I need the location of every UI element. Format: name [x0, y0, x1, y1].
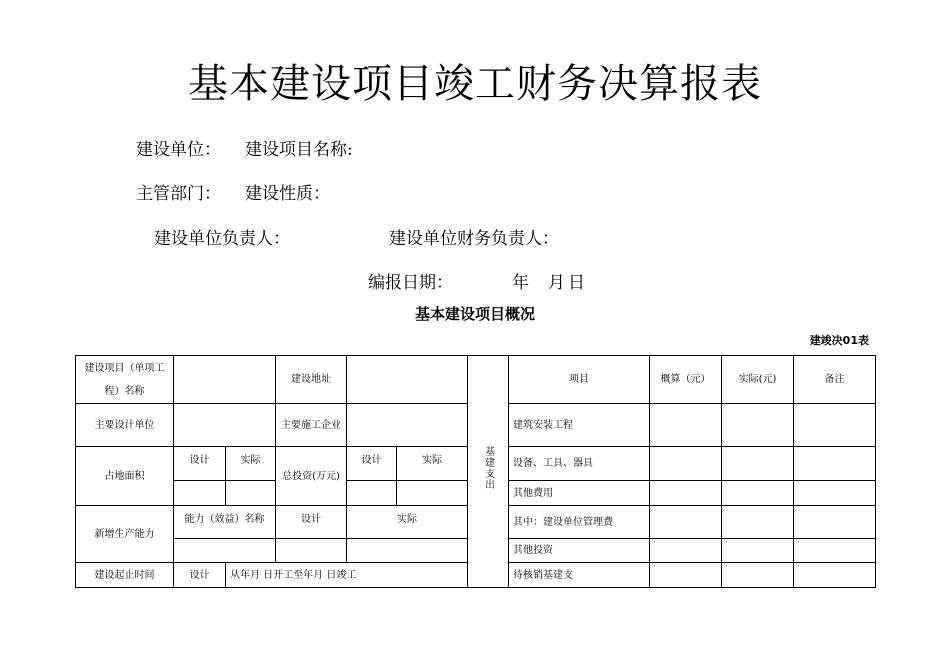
item-budget — [650, 563, 722, 588]
cell-address-value — [347, 356, 468, 404]
cell-investment-design: 设计 — [347, 447, 397, 481]
item-budget — [650, 506, 722, 539]
cell-land-design: 设计 — [174, 447, 226, 481]
field-year: 年 — [512, 273, 529, 293]
item-remark — [794, 481, 876, 506]
field-finance-head: 建设单位财务负责人： — [389, 229, 559, 249]
cell-address-label: 建设地址 — [276, 356, 347, 404]
item-row: 其中：建设单位管理费 — [509, 506, 650, 539]
item-remark — [794, 447, 876, 481]
cell-project-value — [174, 356, 276, 404]
field-report-date: 编报日期： — [368, 273, 453, 293]
cell-period-label: 建设起止时间 — [76, 563, 174, 588]
item-remark — [794, 506, 876, 539]
item-remark — [794, 539, 876, 563]
item-actual — [722, 404, 794, 447]
item-actual — [722, 506, 794, 539]
item-budget — [650, 404, 722, 447]
cell-capacity-label: 新增生产能力 — [76, 506, 174, 563]
cell-design-unit-label: 主要设计单位 — [76, 404, 174, 447]
item-budget — [650, 481, 722, 506]
cell-capacity-design-value — [276, 539, 347, 563]
item-row: 待核销基建支 — [509, 563, 650, 588]
cell-land-actual: 实际 — [226, 447, 276, 481]
item-budget — [650, 447, 722, 481]
item-row: 其他费用 — [509, 481, 650, 506]
field-unit-head: 建设单位负责人： — [154, 229, 290, 249]
item-actual — [722, 447, 794, 481]
cell-investment-label: 总投资(万元) — [276, 447, 347, 506]
field-project-name: 建设项目名称: — [245, 140, 353, 160]
cell-investment-design-value — [347, 481, 397, 506]
document-title: 基本建设项目竣工财务决算报表 — [188, 61, 762, 107]
field-nature: 建设性质： — [245, 184, 330, 204]
cell-land-actual-value — [226, 481, 276, 506]
cell-project-label: 建设项目（单项工程）名称 — [76, 356, 174, 404]
cell-land-label: 占地面积 — [76, 447, 174, 506]
header-budget: 概算（元） — [650, 356, 722, 404]
item-remark — [794, 404, 876, 447]
item-actual — [722, 539, 794, 563]
cell-capacity-name-value — [174, 539, 276, 563]
cell-capacity-actual-value — [347, 539, 468, 563]
cell-capacity-actual: 实际 — [347, 506, 468, 539]
header-remark: 备注 — [794, 356, 876, 404]
cell-capacity-design: 设计 — [276, 506, 347, 539]
cell-period-design: 设计 — [174, 563, 226, 588]
field-authority: 主管部门： — [136, 184, 221, 204]
section-title: 基本建设项目概况 — [414, 305, 535, 323]
overview-table — [75, 355, 876, 588]
field-month-day: 月日 — [548, 273, 588, 293]
item-actual — [722, 563, 794, 588]
item-row: 设备、工具、器具 — [509, 447, 650, 481]
cell-construction-value — [347, 404, 468, 447]
header-item: 项目 — [509, 356, 650, 404]
item-row: 建筑安装工程 — [509, 404, 650, 447]
cell-construction-label: 主要施工企业 — [276, 404, 347, 447]
item-row: 其他投资 — [509, 539, 650, 563]
field-construction-unit: 建设单位： — [136, 140, 221, 160]
cell-land-design-value — [174, 481, 226, 506]
cell-investment-actual: 实际 — [397, 447, 468, 481]
cell-design-unit-value — [174, 404, 276, 447]
header-actual: 实际(元) — [722, 356, 794, 404]
item-actual — [722, 481, 794, 506]
cell-investment-actual-value — [397, 481, 468, 506]
item-budget — [650, 539, 722, 563]
cell-expenditure-label: 基建支出 — [468, 356, 509, 588]
form-number: 建竣决01表 — [809, 334, 869, 347]
cell-capacity-name: 能力（效益）名称 — [174, 506, 276, 539]
cell-period-text: 从年月 日开工至年月 日竣工 — [226, 563, 468, 588]
item-remark — [794, 563, 876, 588]
